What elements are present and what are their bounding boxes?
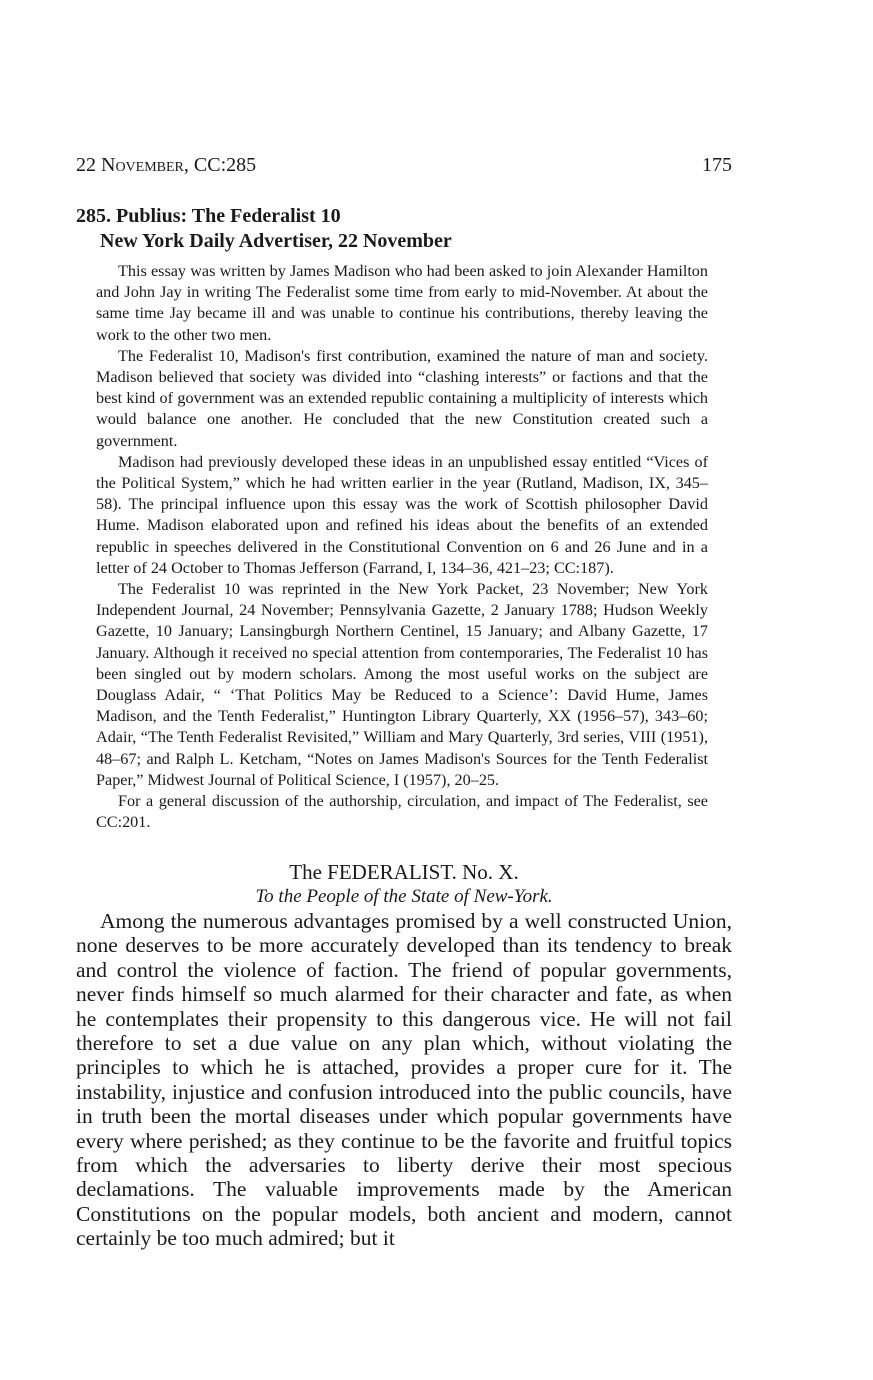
essay-title: The FEDERALIST. No. X.	[289, 860, 519, 884]
headnote-paragraph-3: Madison had previously developed these ideas in an unpublished essay entitled “Vices of the Political System,” which he had written earlier in the year (Rutland, Madison, IX, 345–58). The principal influence upon this essay was the work of Scottish philosopher David Hume. Madison elaborated upon and refined his ideas about the benefits of an extended republic in speeches delivered in the Constitutional Convention on 6 and 26 June and in a letter of 24 October to Thomas Jefferson (Farrand, I, 134–36, 421–23; CC:187).	[96, 452, 708, 577]
running-head	[76, 150, 732, 180]
essay-body	[76, 909, 732, 1251]
document-title: 285. Publius: The Federalist 10	[76, 205, 341, 227]
document-heading	[76, 204, 732, 254]
essay-paragraph: Among the numerous advantages promised by a well constructed Union, none deserves to be more accurately developed than its tendency to break and control the violence of faction. The friend of popular governments, never finds himself so much alarmed for their character and fate, as when he contemplates their propensity to this dangerous vice. He will not fail therefore to set a due value on any plan which, without violating the principles to which he is attached, provides a proper cure for it. The instability, injustice and confusion introduced into the public councils, have in truth been the mortal diseases under which popular governments have every where perished; as they continue to be the favorite and fruitful topics from which the adversaries to liberty derive their most specious declamations. The valuable improvements made by the American Constitutions on the popular models, both ancient and modern, cannot certainly be too much admired; but it	[76, 909, 732, 1251]
running-head-month: November	[101, 154, 184, 176]
headnote-paragraph-5: For a general discussion of the authorship, circulation, and impact of The Federalist, see CC:201.	[96, 792, 708, 832]
headnote-paragraph-1: This essay was written by James Madison who had been asked to join Alexander Hamilton and John Jay in writing The Federalist some time from early to mid-November. At about the same time Jay became ill and was unable to continue his contributions, thereby leaving the work to the other two men.	[96, 262, 708, 344]
document-subtitle: New York Daily Advertiser, 22 November	[100, 230, 452, 252]
headnote-paragraph-4: The Federalist 10 was reprinted in the New York Packet, 23 November; New York Independent Journal, 24 November; Pennsylvania Gazette, 2 January 1788; Hudson Weekly Gazette, 10 January; Lansingburgh Northern Centinel, 15 January; and Albany Gazette, 17 January. Although it received no special attention from contemporaries, The Federalist 10 has been singled out by modern scholars. Among the most useful works on the subject are Douglass Adair, “ ‘That Politics May be Reduced to a Science’: David Hume, James Madison, and the Tenth Federalist,” Huntington Library Quarterly, XX (1956–57), 343–60; Adair, “The Tenth Federalist Revisited,” William and Mary Quarterly, 3rd series, VIII (1951), 48–67; and Ralph L. Ketcham, “Notes on James Madison's Sources for the Tenth Federalist Paper,” Midwest Journal of Political Science, I (1957), 20–25.	[96, 580, 708, 789]
essay-address: To the People of the State of New-York.	[255, 886, 553, 907]
page-number: 175	[702, 154, 732, 176]
running-head-date: 22	[76, 154, 101, 176]
headnote	[96, 261, 708, 833]
headnote-paragraph-2: The Federalist 10, Madison's first contribution, examined the nature of man and society. Madison believed that society was divided into “clashing interests” or factions and that the best kind of government was an extended republic containing a multiplicity of interests which would balance one another. He concluded that the new Constitution created such a government.	[96, 346, 708, 450]
running-head-ref: , CC:285	[183, 154, 257, 176]
running-head-left	[76, 150, 256, 180]
